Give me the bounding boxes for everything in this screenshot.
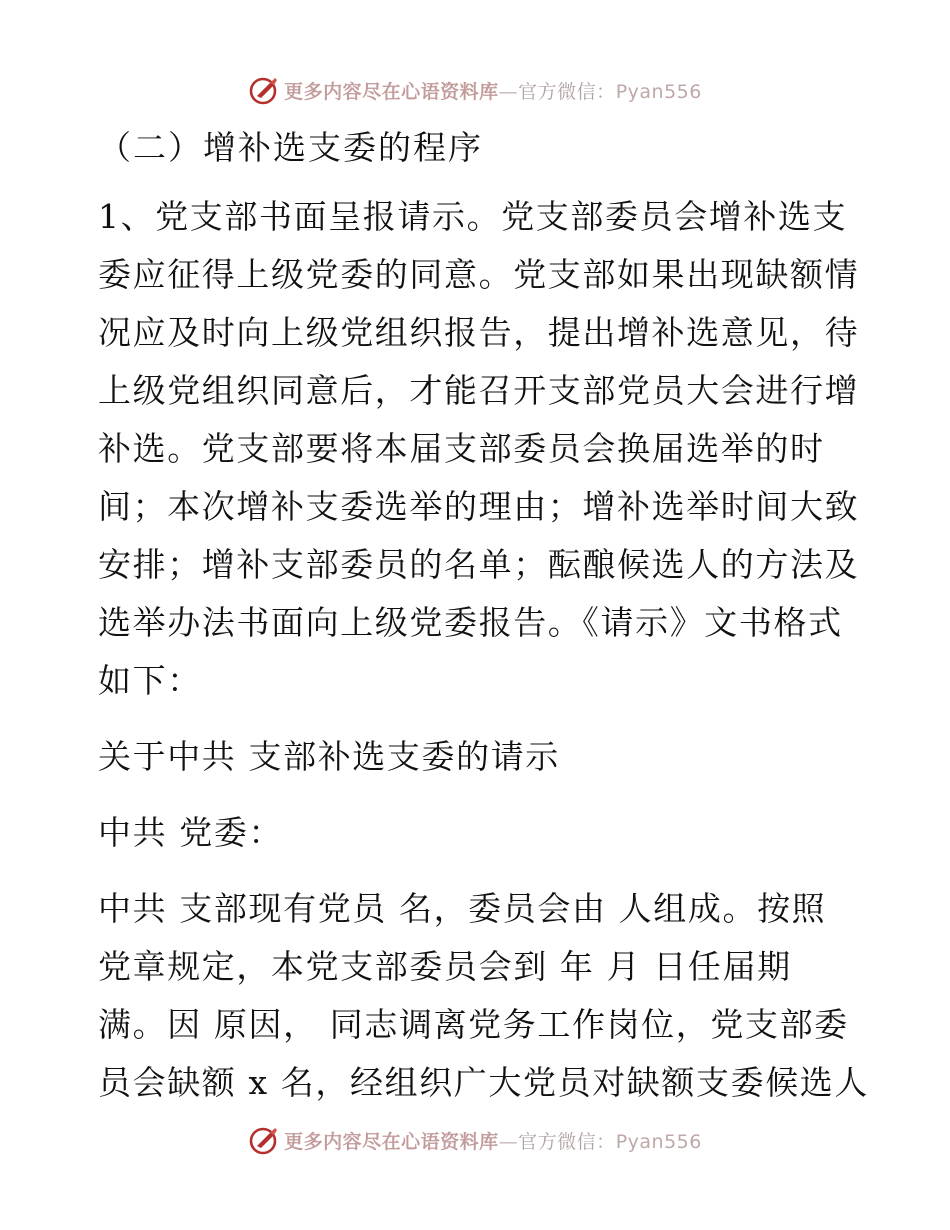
text-line: 1、党支部书面呈报请示。党支部委员会增补选支 bbox=[98, 197, 848, 236]
text-line: 况应及时向上级党组织报告，提出增补选意见，待 bbox=[98, 313, 860, 352]
pen-logo-icon bbox=[248, 74, 280, 106]
paragraph-request bbox=[98, 880, 869, 1112]
text-line: 安排；增补支部委员的名单；酝酿候选人的方法及 bbox=[98, 545, 860, 584]
text-line: 选举办法书面向上级党委报告。《请示》文书格式 bbox=[98, 603, 843, 642]
watermark-top bbox=[0, 70, 950, 110]
document-title: 关于中共 支部补选支委的请示 bbox=[98, 737, 560, 776]
salutation: 中共 党委： bbox=[98, 813, 284, 852]
text-line: 满。因 原因， 同志调离党务工作岗位，党支部委 bbox=[98, 1005, 849, 1044]
paragraph-procedure bbox=[98, 188, 858, 710]
watermark-text: 更多内容尽在心语资料库—官方微信：Pyan556 bbox=[284, 80, 702, 103]
pen-logo-icon bbox=[248, 1124, 280, 1156]
text-line: 补选。党支部要将本届支部委员会换届选举的时 bbox=[98, 429, 825, 468]
watermark-bottom bbox=[0, 1120, 950, 1160]
section-heading: （二）增补选支委的程序 bbox=[98, 128, 483, 167]
text-line: 员会缺额 x 名，经组织广大党员对缺额支委候选人 bbox=[98, 1063, 869, 1102]
watermark-text: 更多内容尽在心语资料库—官方微信：Pyan556 bbox=[284, 1130, 702, 1153]
text-line: 上级党组织同意后，才能召开支部党员大会进行增 bbox=[98, 371, 860, 410]
text-line: 党章规定，本党支部委员会到 年 月 日任届期 bbox=[98, 947, 792, 986]
document-body bbox=[98, 120, 869, 1112]
text-line: 间；本次增补支委选举的理由；增补选举时间大致 bbox=[98, 487, 860, 526]
text-line: 如下： bbox=[98, 661, 202, 700]
text-line: 委应征得上级党委的同意。党支部如果出现缺额情 bbox=[98, 255, 860, 294]
text-line: 中共 支部现有党员 名，委员会由 人组成。按照 bbox=[98, 889, 827, 928]
